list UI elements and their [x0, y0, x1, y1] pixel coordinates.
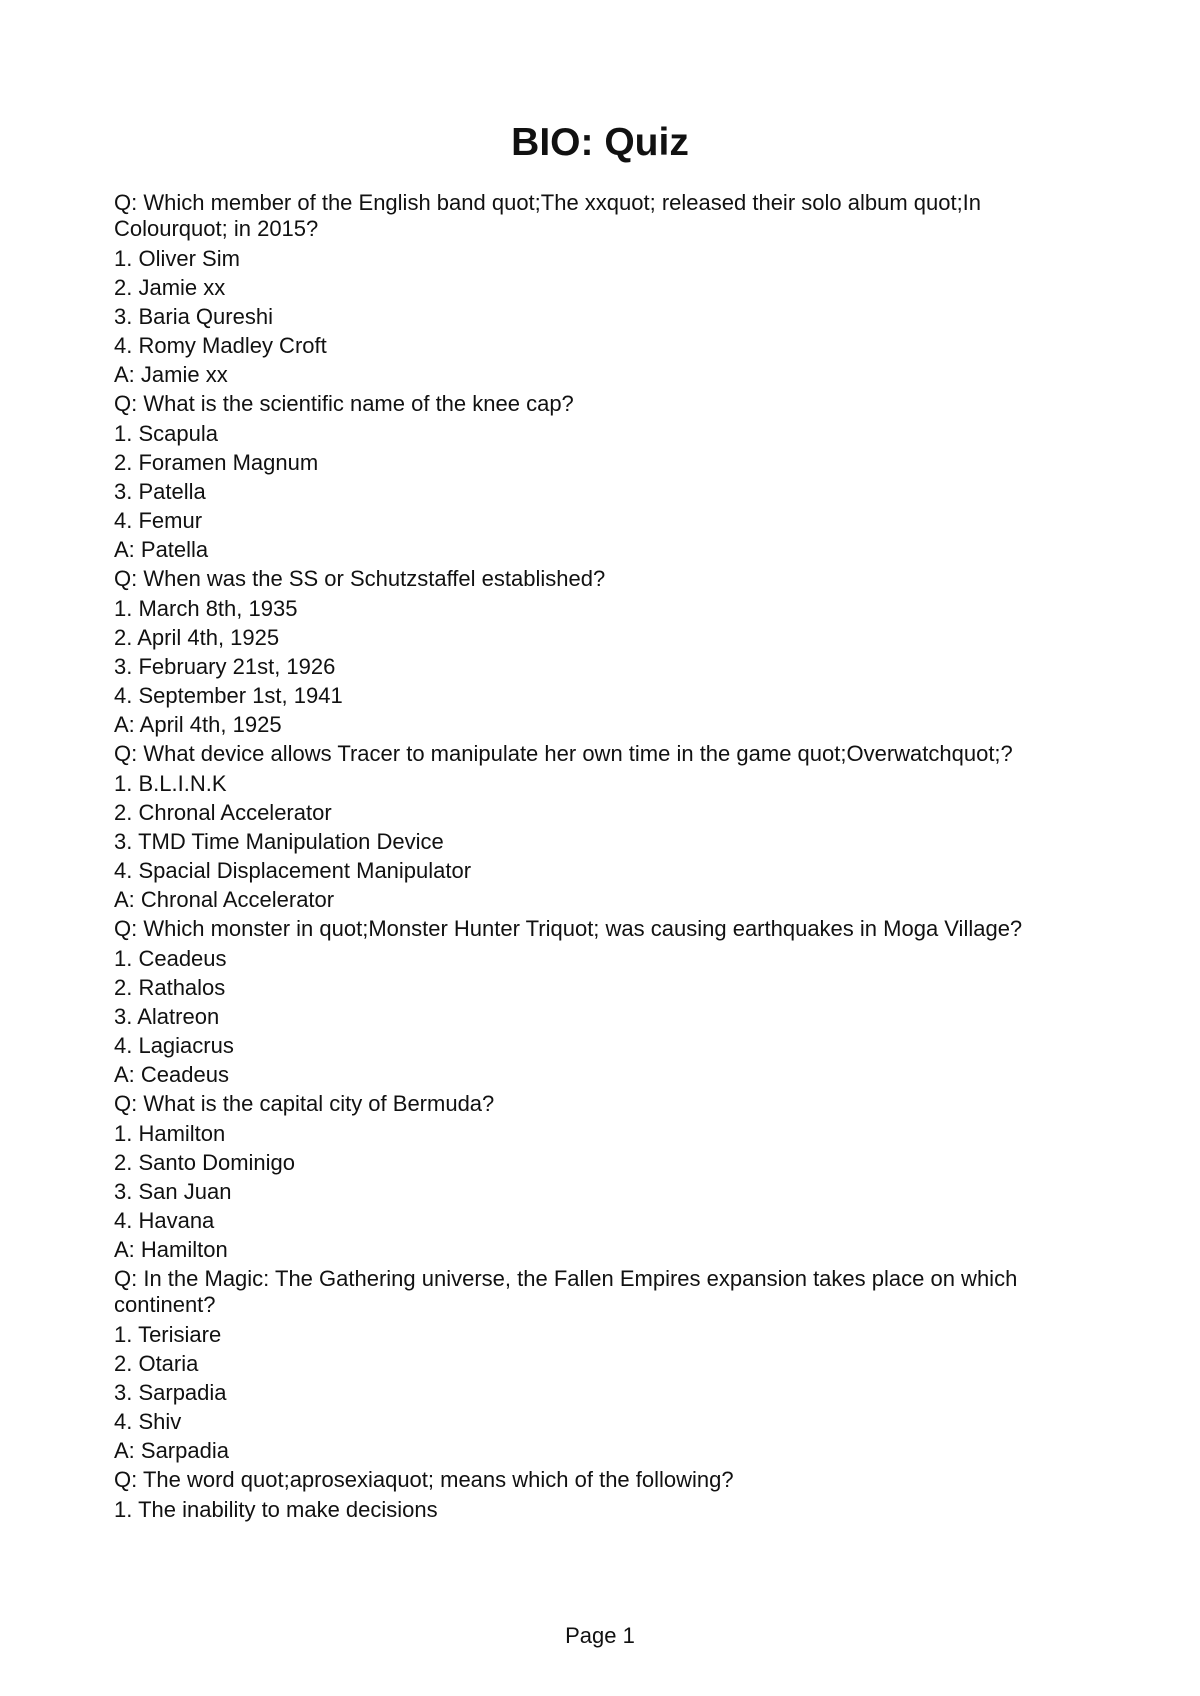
- question-text: Q: The word quot;aprosexiaquot; means which of the following?: [114, 1467, 734, 1492]
- answer-text: A: Ceadeus: [114, 1062, 229, 1087]
- answer-text: A: Patella: [114, 537, 209, 562]
- option-text: 1. Scapula: [114, 421, 218, 446]
- quiz-item: [114, 914, 1074, 1089]
- quiz-item: [114, 1465, 1074, 1524]
- option-text: 4. Shiv: [114, 1409, 182, 1434]
- quiz-item: [114, 188, 1074, 389]
- option-text: 2. Jamie xx: [114, 275, 226, 300]
- option-text: 3. Baria Qureshi: [114, 304, 273, 329]
- option-text: 4. Romy Madley Croft: [114, 333, 327, 358]
- answer-text: A: Hamilton: [114, 1237, 228, 1262]
- question-text: Q: What is the scientific name of the knee cap?: [114, 391, 574, 416]
- option-text: 1. Hamilton: [114, 1121, 226, 1146]
- option-text: 1. The inability to make decisions: [114, 1497, 438, 1522]
- option-text: 1. Terisiare: [114, 1322, 222, 1347]
- option-text: 3. Sarpadia: [114, 1380, 227, 1405]
- option-text: 2. Otaria: [114, 1351, 199, 1376]
- question-text: Q: Which member of the English band quot;The xxquot; released their solo album quot;In Colourquot; in 2015?: [114, 190, 982, 241]
- option-text: 2. April 4th, 1925: [114, 625, 280, 650]
- option-text: 3. Patella: [114, 479, 206, 504]
- quiz-content: [114, 188, 1074, 1524]
- option-text: 4. Havana: [114, 1208, 215, 1233]
- option-text: 3. February 21st, 1926: [114, 654, 336, 679]
- quiz-item: [114, 564, 1074, 739]
- option-text: 1. Oliver Sim: [114, 246, 240, 271]
- answer-text: A: Sarpadia: [114, 1438, 229, 1463]
- option-text: 2. Foramen Magnum: [114, 450, 319, 475]
- option-text: 4. Spacial Displacement Manipulator: [114, 858, 472, 883]
- option-text: 3. TMD Time Manipulation Device: [114, 829, 444, 854]
- option-text: 1. Ceadeus: [114, 946, 227, 971]
- quiz-item: [114, 389, 1074, 564]
- quiz-item: [114, 739, 1074, 914]
- page-number: Page 1: [565, 1623, 635, 1648]
- option-text: 3. Alatreon: [114, 1004, 220, 1029]
- quiz-item: [114, 1089, 1074, 1264]
- page-title: BIO: Quiz: [511, 121, 689, 164]
- answer-text: A: Chronal Accelerator: [114, 887, 335, 912]
- option-text: 1. B.L.I.N.K: [114, 771, 227, 796]
- option-text: 2. Rathalos: [114, 975, 226, 1000]
- option-text: 4. Femur: [114, 508, 203, 533]
- option-text: 3. San Juan: [114, 1179, 232, 1204]
- option-text: 1. March 8th, 1935: [114, 596, 298, 621]
- option-text: 2. Chronal Accelerator: [114, 800, 332, 825]
- option-text: 4. September 1st, 1941: [114, 683, 343, 708]
- question-text: Q: What device allows Tracer to manipulate her own time in the game quot;Overwatchquot;?: [114, 741, 1013, 766]
- question-text: Q: When was the SS or Schutzstaffel established?: [114, 566, 606, 591]
- quiz-item: [114, 1264, 1074, 1465]
- question-text: Q: In the Magic: The Gathering universe, the Fallen Empires expansion takes place on which continent?: [114, 1266, 1018, 1317]
- answer-text: A: Jamie xx: [114, 362, 228, 387]
- option-text: 4. Lagiacrus: [114, 1033, 234, 1058]
- option-text: 2. Santo Dominigo: [114, 1150, 295, 1175]
- question-text: Q: What is the capital city of Bermuda?: [114, 1091, 495, 1116]
- answer-text: A: April 4th, 1925: [114, 712, 282, 737]
- question-text: Q: Which monster in quot;Monster Hunter Triquot; was causing earthquakes in Moga Village?: [114, 916, 1023, 941]
